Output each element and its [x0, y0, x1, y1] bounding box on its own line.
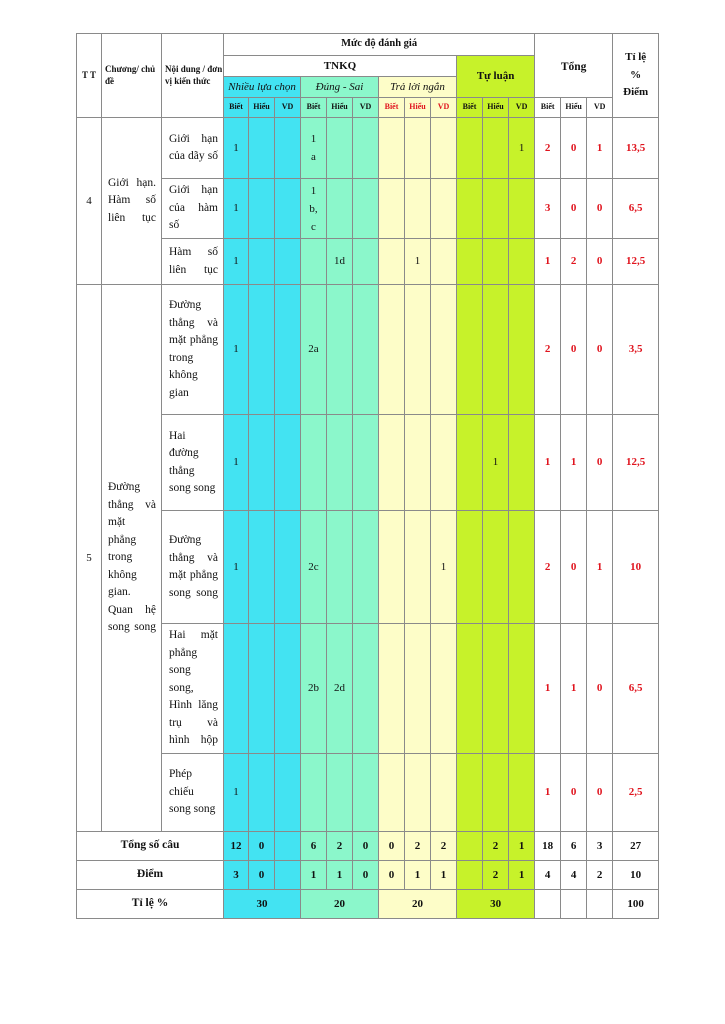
total-cell: 18	[535, 832, 561, 861]
total-cell	[535, 890, 561, 919]
cell	[431, 285, 457, 415]
level-label: Biết	[224, 98, 249, 118]
cell	[457, 624, 483, 754]
cell	[457, 832, 483, 861]
cell: 2	[483, 832, 509, 861]
total-cell: 6	[561, 832, 587, 861]
cell	[353, 511, 379, 624]
cell: 0	[353, 861, 379, 890]
ratio-cell: 10	[613, 861, 659, 890]
level-label: Hiểu	[249, 98, 275, 118]
cell	[353, 239, 379, 285]
group-number: 4	[77, 118, 102, 285]
level-assessment-header: Mức độ đánh giá	[224, 34, 535, 56]
cell	[483, 511, 509, 624]
table-row	[77, 118, 659, 179]
cell	[301, 179, 327, 239]
summary-question-count-row	[77, 832, 659, 861]
cell: 2c	[301, 511, 327, 624]
cell	[509, 754, 535, 832]
cell: 0	[249, 861, 275, 890]
cell	[379, 179, 405, 239]
level-label: VD	[431, 98, 457, 118]
content-cell: Phép chiếu song song	[162, 754, 224, 832]
cell	[405, 511, 431, 624]
content-cell: Giới hạn của hàm số	[162, 179, 224, 239]
cell: 1	[224, 754, 249, 832]
total-cell: 0	[587, 754, 613, 832]
cell	[457, 415, 483, 511]
cell	[275, 511, 301, 624]
cell	[327, 754, 353, 832]
cell	[379, 239, 405, 285]
true-false-header: Đúng - Sai	[301, 77, 379, 98]
ratio-cell: 12,5	[613, 239, 659, 285]
cell: 0	[249, 832, 275, 861]
group-percent-cell: 20	[379, 890, 457, 919]
group-percent-cell: 30	[224, 890, 301, 919]
cell	[275, 754, 301, 832]
level-label: Biết	[301, 98, 327, 118]
cell: 1d	[327, 239, 353, 285]
cell-value: 1 b, c	[309, 184, 318, 233]
cell	[224, 624, 249, 754]
total-cell: 1	[561, 415, 587, 511]
level-label: Biết	[457, 98, 483, 118]
cell: 1	[405, 861, 431, 890]
cell	[275, 179, 301, 239]
group-percent-cell: 30	[457, 890, 535, 919]
cell: 1	[483, 415, 509, 511]
cell	[275, 832, 301, 861]
cell: 1	[509, 118, 535, 179]
cell: 1	[509, 861, 535, 890]
cell: 1	[224, 511, 249, 624]
header-row-1	[77, 34, 659, 56]
cell	[457, 285, 483, 415]
total-cell: 2	[535, 118, 561, 179]
table-row	[77, 754, 659, 832]
total-cell: 1	[587, 511, 613, 624]
group-number: 5	[77, 285, 102, 832]
total-cell: 2	[561, 239, 587, 285]
cell: 2	[483, 861, 509, 890]
cell	[379, 118, 405, 179]
total-cell: 0	[587, 624, 613, 754]
cell	[379, 285, 405, 415]
cell	[249, 511, 275, 624]
tnkq-header: TNKQ	[224, 56, 457, 77]
cell	[353, 179, 379, 239]
cell	[457, 511, 483, 624]
cell	[353, 624, 379, 754]
cell	[249, 118, 275, 179]
cell: 1	[327, 861, 353, 890]
cell	[353, 285, 379, 415]
cell	[379, 415, 405, 511]
cell: 2	[405, 832, 431, 861]
cell	[457, 118, 483, 179]
cell	[275, 861, 301, 890]
cell	[509, 415, 535, 511]
group-topic: Giới hạn. Hàm số liên tục	[102, 118, 162, 285]
cell: 0	[353, 832, 379, 861]
content-cell: Giới hạn của dãy số	[162, 118, 224, 179]
total-cell: 3	[535, 179, 561, 239]
cell	[249, 285, 275, 415]
level-label: Biết	[535, 98, 561, 118]
level-label: VD	[587, 98, 613, 118]
essay-header: Tự luận	[457, 56, 535, 98]
cell	[327, 415, 353, 511]
total-cell: 1	[535, 239, 561, 285]
total-cell: 1	[535, 754, 561, 832]
ratio-cell: 13,5	[613, 118, 659, 179]
cell	[483, 118, 509, 179]
cell	[301, 415, 327, 511]
cell: 1	[509, 832, 535, 861]
cell	[275, 118, 301, 179]
cell: 0	[379, 832, 405, 861]
cell: 1	[405, 239, 431, 285]
total-cell: 2	[535, 285, 561, 415]
summary-label: Tỉ lệ %	[77, 890, 224, 919]
total-cell: 1	[535, 624, 561, 754]
ratio-cell: 27	[613, 832, 659, 861]
cell: 1	[301, 861, 327, 890]
cell	[431, 754, 457, 832]
cell: 1	[224, 285, 249, 415]
total-cell: 1	[587, 118, 613, 179]
ratio-cell: 6,5	[613, 624, 659, 754]
cell	[405, 415, 431, 511]
cell	[327, 179, 353, 239]
cell	[431, 118, 457, 179]
cell	[249, 239, 275, 285]
cell	[431, 624, 457, 754]
cell	[275, 239, 301, 285]
total-cell: 0	[587, 239, 613, 285]
ratio-cell: 3,5	[613, 285, 659, 415]
cell	[509, 624, 535, 754]
summary-points-row	[77, 861, 659, 890]
content-cell: Hàm số liên tục	[162, 239, 224, 285]
cell	[431, 415, 457, 511]
cell	[509, 239, 535, 285]
cell	[431, 179, 457, 239]
ratio-cell: 100	[613, 890, 659, 919]
total-cell: 0	[561, 118, 587, 179]
content-cell: Hai mặt phẳng song song, Hình lăng trụ và hình hộp	[162, 624, 224, 754]
cell	[327, 511, 353, 624]
cell: 2d	[327, 624, 353, 754]
cell: 2a	[301, 285, 327, 415]
cell: 1	[224, 239, 249, 285]
cell	[457, 754, 483, 832]
cell	[301, 118, 327, 179]
level-label: Hiểu	[561, 98, 587, 118]
cell	[483, 239, 509, 285]
total-cell: 4	[561, 861, 587, 890]
total-cell: 1	[535, 415, 561, 511]
cell-value: 1 a	[310, 133, 317, 163]
total-cell: 2	[587, 861, 613, 890]
cell: 1	[224, 415, 249, 511]
cell	[509, 285, 535, 415]
cell	[249, 179, 275, 239]
table-row	[77, 239, 659, 285]
cell	[249, 624, 275, 754]
cell	[327, 118, 353, 179]
total-cell: 3	[587, 832, 613, 861]
total-cell: 0	[561, 754, 587, 832]
cell	[379, 754, 405, 832]
cell	[457, 861, 483, 890]
content-header: Nội dung / đơn vị kiến thức	[162, 34, 224, 118]
level-label: VD	[509, 98, 535, 118]
table-row	[77, 511, 659, 624]
total-cell	[587, 890, 613, 919]
cell	[509, 179, 535, 239]
total-cell: 2	[535, 511, 561, 624]
summary-label: Tổng số câu	[77, 832, 224, 861]
total-header: Tổng	[535, 34, 613, 98]
group-topic: Đường thẳng và mặt phẳng trong không gian. Quan hệ song song	[102, 285, 162, 832]
cell: 3	[224, 861, 249, 890]
cell: 2	[431, 832, 457, 861]
cell	[353, 415, 379, 511]
cell	[483, 624, 509, 754]
table-row	[77, 179, 659, 239]
level-label: VD	[353, 98, 379, 118]
total-cell: 4	[535, 861, 561, 890]
cell	[379, 624, 405, 754]
cell: 1	[224, 118, 249, 179]
total-cell: 0	[561, 511, 587, 624]
cell	[457, 239, 483, 285]
cell	[405, 285, 431, 415]
level-label: VD	[275, 98, 301, 118]
cell	[483, 285, 509, 415]
cell: 0	[379, 861, 405, 890]
cell	[405, 118, 431, 179]
level-label: Hiểu	[327, 98, 353, 118]
summary-percent-row	[77, 890, 659, 919]
total-cell: 1	[561, 624, 587, 754]
ratio-cell: 6,5	[613, 179, 659, 239]
ratio-cell: 12,5	[613, 415, 659, 511]
total-cell: 0	[561, 179, 587, 239]
cell: 1	[431, 511, 457, 624]
assessment-matrix-table	[76, 33, 659, 919]
cell	[275, 624, 301, 754]
level-label: Hiểu	[483, 98, 509, 118]
ratio-cell: 2,5	[613, 754, 659, 832]
total-cell	[561, 890, 587, 919]
cell	[405, 754, 431, 832]
content-cell: Đường thẳng và mặt phẳng trong không gian	[162, 285, 224, 415]
cell	[353, 118, 379, 179]
total-cell: 0	[561, 285, 587, 415]
cell	[249, 754, 275, 832]
table-row	[77, 624, 659, 754]
summary-label: Điểm	[77, 861, 224, 890]
ratio-cell: 10	[613, 511, 659, 624]
content-cell: Hai đường thẳng song song	[162, 415, 224, 511]
tt-header: T T	[77, 34, 102, 118]
cell: 12	[224, 832, 249, 861]
cell: 1	[224, 179, 249, 239]
cell	[457, 179, 483, 239]
total-cell: 0	[587, 415, 613, 511]
cell: 2	[327, 832, 353, 861]
cell	[301, 239, 327, 285]
cell	[275, 285, 301, 415]
cell	[405, 179, 431, 239]
group-percent-cell: 20	[301, 890, 379, 919]
level-label: Hiểu	[405, 98, 431, 118]
cell	[353, 754, 379, 832]
cell	[483, 754, 509, 832]
cell	[249, 415, 275, 511]
cell	[327, 285, 353, 415]
cell: 2b	[301, 624, 327, 754]
cell	[431, 239, 457, 285]
table-row	[77, 285, 659, 415]
multiple-choice-header: Nhiều lựa chọn	[224, 77, 301, 98]
chapter-header: Chương/ chủ đề	[102, 34, 162, 118]
cell	[483, 179, 509, 239]
level-label: Biết	[379, 98, 405, 118]
cell	[509, 511, 535, 624]
total-cell: 0	[587, 285, 613, 415]
cell	[275, 415, 301, 511]
cell	[405, 624, 431, 754]
cell: 1	[431, 861, 457, 890]
content-cell: Đường thẳng và mặt phẳng song song	[162, 511, 224, 624]
cell	[379, 511, 405, 624]
table-row	[77, 415, 659, 511]
short-answer-header: Trả lời ngắn	[379, 77, 457, 98]
cell: 6	[301, 832, 327, 861]
ratio-header: Tỉ lệ % Điểm	[613, 34, 659, 118]
cell	[301, 754, 327, 832]
total-cell: 0	[587, 179, 613, 239]
